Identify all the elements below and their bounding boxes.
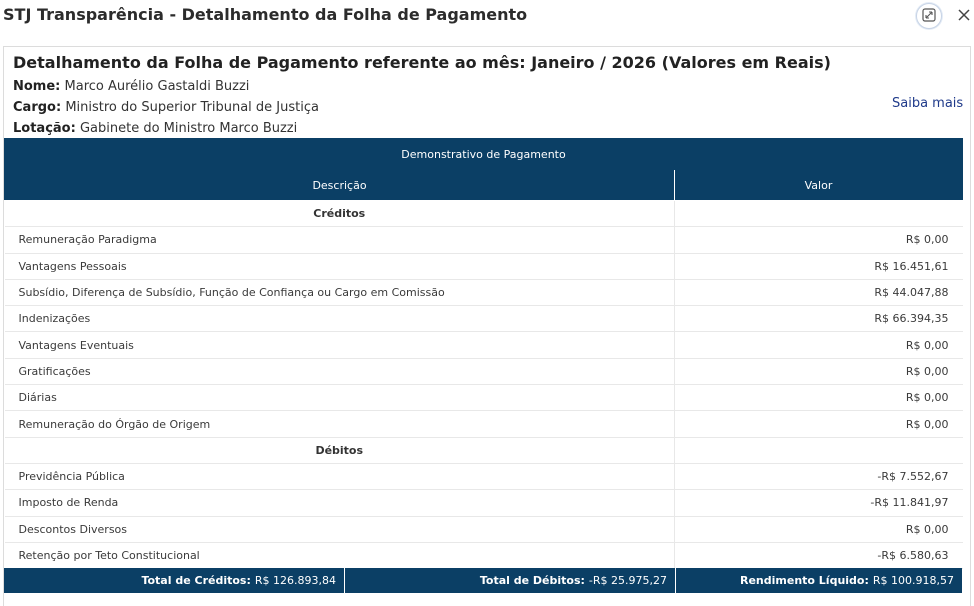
lotacao-value: Gabinete do Ministro Marco Buzzi (79, 121, 298, 136)
row-value: R$ 0,00 (675, 411, 963, 437)
statement-title: Demonstrativo de Pagamento (5, 139, 963, 170)
row-description: Vantagens Eventuais (5, 332, 675, 358)
section-debitos-label: Débitos (5, 437, 675, 463)
section-creditos-label: Créditos (5, 201, 675, 227)
table-row (5, 332, 963, 358)
total-debitos-label: Total de Débitos: (479, 574, 585, 587)
close-button[interactable] (952, 3, 974, 27)
row-description: Gratificações (5, 358, 675, 384)
total-creditos-value: R$ 126.893,84 (254, 574, 336, 587)
total-debitos-value: -R$ 25.975,27 (588, 574, 667, 587)
title-bar (0, 0, 974, 32)
restore-window-icon (922, 7, 936, 26)
cargo-line (13, 100, 319, 115)
totals-bar (4, 568, 962, 593)
payroll-panel (3, 46, 971, 606)
nome-line (13, 79, 249, 94)
column-header-valor: Valor (675, 170, 963, 201)
row-description: Vantagens Pessoais (5, 253, 675, 279)
row-value: -R$ 7.552,67 (675, 463, 963, 489)
rendimento-liquido (675, 568, 962, 593)
total-debitos (344, 568, 675, 593)
restore-window-button[interactable] (916, 3, 942, 29)
table-row (5, 385, 963, 411)
row-value: -R$ 6.580,63 (675, 542, 963, 568)
row-value: -R$ 11.841,97 (675, 490, 963, 516)
row-description: Indenizações (5, 306, 675, 332)
total-creditos-label: Total de Créditos: (141, 574, 251, 587)
row-value: R$ 16.451,61 (675, 253, 963, 279)
lotacao-line (13, 121, 297, 136)
row-value: R$ 66.394,35 (675, 306, 963, 332)
total-creditos (4, 568, 344, 593)
table-row (5, 358, 963, 384)
table-row (5, 463, 963, 489)
row-description: Retenção por Teto Constitucional (5, 542, 675, 568)
table-row (5, 227, 963, 253)
table-row (5, 253, 963, 279)
row-value: R$ 44.047,88 (675, 279, 963, 305)
row-value: R$ 0,00 (675, 516, 963, 542)
row-description: Descontos Diversos (5, 516, 675, 542)
nome-label: Nome: (13, 79, 61, 94)
rendimento-liquido-value: R$ 100.918,57 (872, 574, 954, 587)
row-value: R$ 0,00 (675, 332, 963, 358)
saiba-mais-link[interactable]: Saiba mais (892, 96, 964, 111)
row-description: Remuneração do Órgão de Origem (5, 411, 675, 437)
row-value: R$ 0,00 (675, 358, 963, 384)
row-description: Diárias (5, 385, 675, 411)
column-header-descricao: Descrição (5, 170, 675, 201)
section-creditos-empty-cell (675, 201, 963, 227)
table-row (5, 542, 963, 568)
row-description: Imposto de Renda (5, 490, 675, 516)
row-description: Remuneração Paradigma (5, 227, 675, 253)
table-row (5, 279, 963, 305)
page-heading: Detalhamento da Folha de Pagamento referente ao mês: Janeiro / 2026 (Valores em Reais) (13, 53, 831, 72)
row-value: R$ 0,00 (675, 385, 963, 411)
cargo-value: Ministro do Superior Tribunal de Justiça (65, 100, 319, 115)
nome-value: Marco Aurélio Gastaldi Buzzi (64, 79, 250, 94)
row-description: Subsídio, Diferença de Subsídio, Função de Confiança ou Cargo em Comissão (5, 279, 675, 305)
payment-statement-table (4, 138, 963, 569)
table-row (5, 411, 963, 437)
table-row (5, 306, 963, 332)
table-row (5, 516, 963, 542)
section-creditos (5, 201, 963, 227)
row-value: R$ 0,00 (675, 227, 963, 253)
close-icon (958, 6, 970, 25)
row-description: Previdência Pública (5, 463, 675, 489)
cargo-label: Cargo: (13, 100, 62, 115)
rendimento-liquido-label: Rendimento Líquido: (739, 574, 869, 587)
section-debitos-empty-cell (675, 437, 963, 463)
section-debitos (5, 437, 963, 463)
window-title: STJ Transparência - Detalhamento da Folha de Pagamento (3, 5, 528, 24)
lotacao-label: Lotação: (13, 121, 76, 136)
table-row (5, 490, 963, 516)
